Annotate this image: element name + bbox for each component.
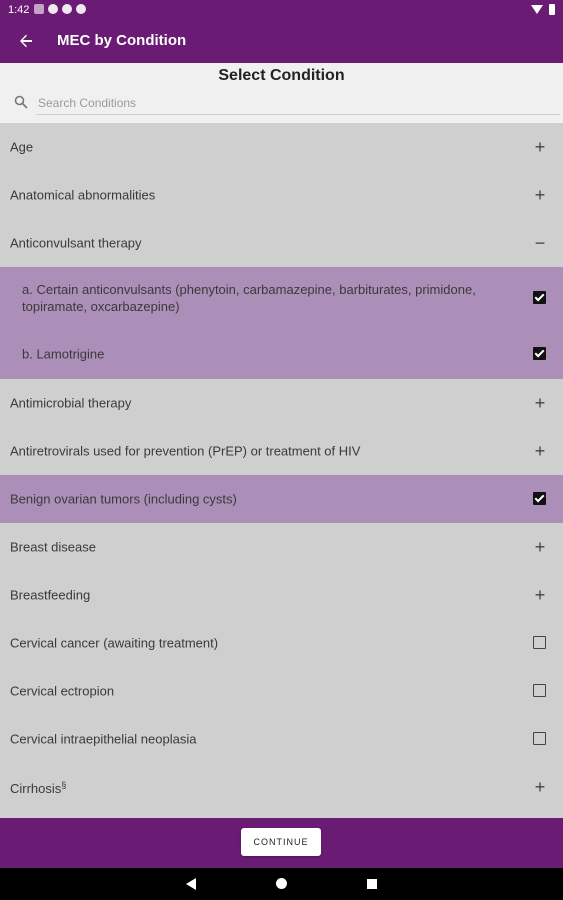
- expand-plus-icon[interactable]: +: [534, 393, 546, 413]
- condition-label: Antimicrobial therapy: [10, 395, 132, 411]
- condition-row-age[interactable]: [0, 123, 563, 171]
- signal-icon: [34, 4, 44, 14]
- status-right: [531, 4, 555, 15]
- expand-plus-icon[interactable]: +: [534, 185, 546, 205]
- system-nav-bar: [0, 868, 563, 900]
- status-bar: [0, 0, 563, 20]
- notification-icon: [62, 4, 72, 14]
- search-icon: [14, 95, 28, 109]
- status-icons: [34, 4, 86, 14]
- app-title: MEC by Condition: [57, 32, 187, 49]
- condition-row-antimicrobial-therapy[interactable]: [0, 379, 563, 427]
- notification-icon: [48, 4, 58, 14]
- condition-label: a. Certain anticonvulsants (phenytoin, carbamazepine, barbiturates, primidone, topiramate, oxcarbazepine): [22, 282, 476, 314]
- checkbox[interactable]: [533, 732, 547, 746]
- condition-row-cirrhosis[interactable]: [0, 763, 563, 811]
- condition-row-anticonvulsant-therapy[interactable]: [0, 219, 563, 267]
- expand-plus-icon[interactable]: +: [534, 441, 546, 461]
- checkbox[interactable]: [533, 492, 547, 506]
- condition-row-cervical-cancer[interactable]: [0, 619, 563, 667]
- condition-label: Cervical ectropion: [10, 683, 115, 699]
- expand-plus-icon[interactable]: +: [534, 777, 546, 797]
- condition-label: Breastfeeding: [10, 587, 91, 603]
- condition-label: Cervical intraepithelial neoplasia: [10, 731, 197, 747]
- nav-recents-icon[interactable]: [367, 879, 377, 889]
- arrow-back-icon[interactable]: [14, 29, 38, 53]
- condition-row-anatomical-abnormalities[interactable]: [0, 171, 563, 219]
- condition-label: Anticonvulsant therapy: [10, 235, 142, 251]
- subcondition-row-certain-anticonvulsants[interactable]: [0, 267, 563, 329]
- continue-button[interactable]: CONTINUE: [241, 828, 321, 856]
- condition-row-cervical-ectropion[interactable]: [0, 667, 563, 715]
- condition-list: [0, 123, 563, 818]
- checkbox[interactable]: [533, 636, 547, 650]
- condition-header: [0, 63, 563, 123]
- search-input[interactable]: [36, 92, 560, 115]
- collapse-minus-icon[interactable]: −: [534, 233, 546, 253]
- app-bar: [0, 20, 563, 63]
- condition-row-breastfeeding[interactable]: [0, 571, 563, 619]
- nav-back-icon[interactable]: [186, 878, 196, 890]
- page-title: Select Condition: [218, 67, 345, 84]
- condition-label-text: Cirrhosis: [10, 781, 62, 797]
- checkbox[interactable]: [533, 684, 547, 698]
- condition-label: Benign ovarian tumors (including cysts): [10, 491, 237, 507]
- checkbox[interactable]: [533, 291, 547, 305]
- condition-label: Antiretrovirals used for prevention (PrEP) or treatment of HIV: [10, 443, 361, 459]
- condition-label: Cervical cancer (awaiting treatment): [10, 635, 219, 651]
- condition-label: Anatomical abnormalities: [10, 187, 156, 203]
- condition-row-benign-ovarian-tumors[interactable]: [0, 475, 563, 523]
- battery-icon: [549, 4, 555, 15]
- nav-home-icon[interactable]: [276, 878, 287, 889]
- condition-label: Age: [10, 139, 34, 155]
- condition-label: b. Lamotrigine: [22, 346, 105, 362]
- status-time: 1:42: [8, 4, 30, 16]
- condition-row-cervical-intraepithelial-neoplasia[interactable]: [0, 715, 563, 763]
- checkbox[interactable]: [533, 347, 547, 361]
- wifi-icon: [531, 5, 543, 14]
- expand-plus-icon[interactable]: +: [534, 585, 546, 605]
- condition-label: Breast disease: [10, 539, 96, 555]
- expand-plus-icon[interactable]: +: [534, 537, 546, 557]
- condition-label: [10, 777, 503, 797]
- condition-row-breast-disease[interactable]: [0, 523, 563, 571]
- notification-icon: [76, 4, 86, 14]
- footer-bar: [0, 818, 563, 868]
- subcondition-row-lamotrigine[interactable]: [0, 329, 563, 379]
- footnote-marker: §: [61, 779, 67, 790]
- condition-row-antiretrovirals[interactable]: [0, 427, 563, 475]
- expand-plus-icon[interactable]: +: [534, 137, 546, 157]
